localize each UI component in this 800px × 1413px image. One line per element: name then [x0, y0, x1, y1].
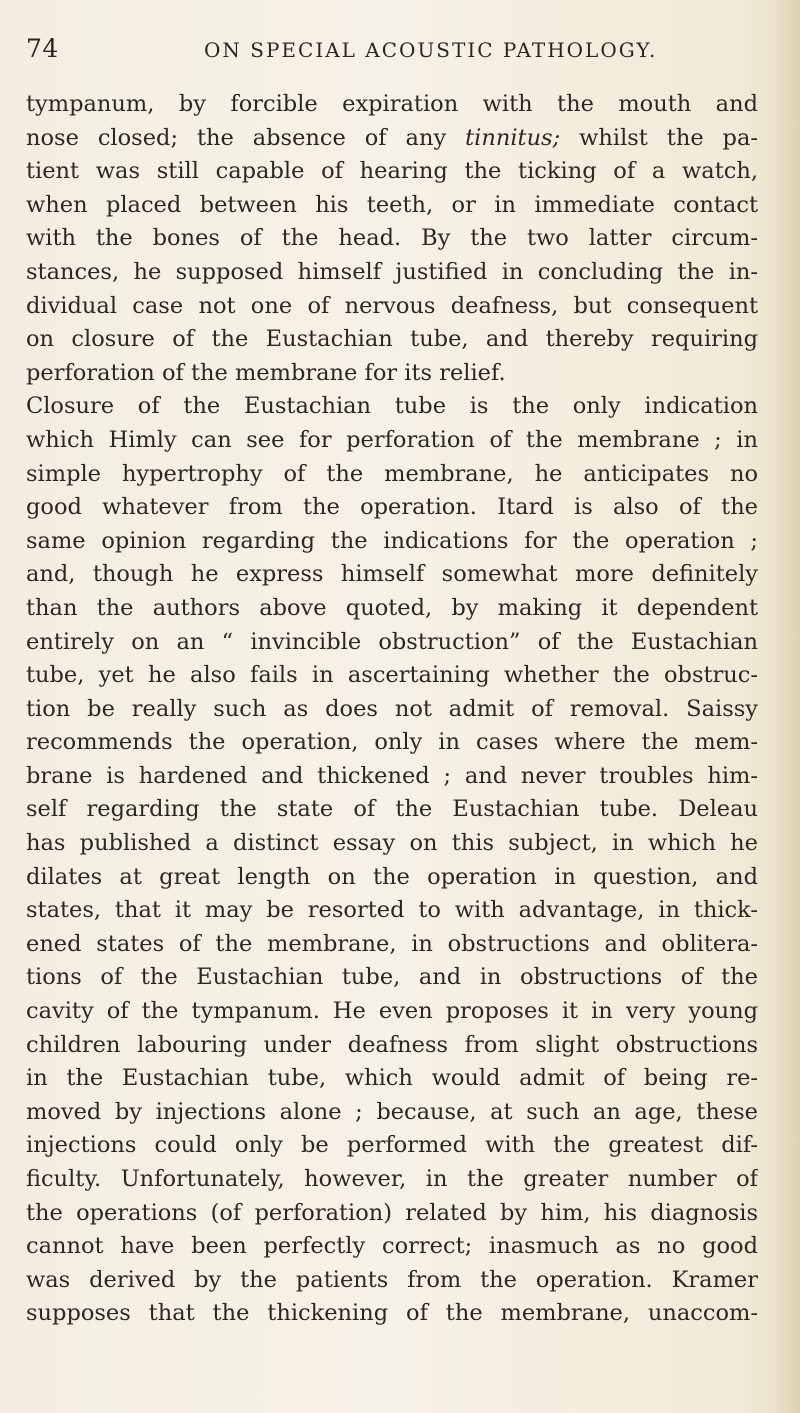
- text-line: moved by injections alone ; because, at such an age, these: [26, 1098, 758, 1125]
- text-line: ened states of the membrane, in obstructions and oblitera-: [26, 930, 758, 957]
- text-line: children labouring under deafness from slight obstructions: [26, 1031, 758, 1058]
- page-edge-shadow: [772, 0, 800, 1413]
- text-line: injections could only be performed with the greatest dif-: [26, 1132, 758, 1159]
- page-header: [26, 34, 746, 66]
- text-line: recommends the operation, only in cases where the mem-: [26, 729, 758, 756]
- text-line: tube, yet he also fails in ascertaining whether the obstruc-: [26, 662, 758, 689]
- text-line: self regarding the state of the Eustachian tube. Deleau: [26, 796, 758, 823]
- body-text: [26, 88, 758, 1331]
- text-line: perforation of the membrane for its relief.: [26, 359, 506, 386]
- text-line: tient was still capable of hearing the ticking of a watch,: [26, 158, 758, 185]
- text-line: entirely on an “ invincible obstruction” of the Eustachian: [26, 628, 758, 655]
- text-line: tion be really such as does not admit of removal. Saissy: [26, 695, 758, 722]
- text-line: Closure of the Eustachian tube is the only indication: [26, 393, 758, 420]
- text-line: ficulty. Unfortunately, however, in the greater number of: [26, 1166, 758, 1192]
- text-line: good whatever from the operation. Itard is also of the: [26, 494, 758, 521]
- text-line: tympanum, by forcible expiration with the mouth and: [26, 91, 758, 117]
- text-segment: nose closed; the absence of any: [26, 124, 466, 151]
- italic-term: tinnitus;: [465, 124, 561, 151]
- text-line: with the bones of the head. By the two latter circum-: [26, 225, 758, 252]
- text-line: in the Eustachian tube, which would admit of being re-: [26, 1065, 758, 1092]
- text-line: on closure of the Eustachian tube, and thereby requiring: [26, 326, 758, 353]
- text-line: when placed between his teeth, or in immediate contact: [26, 191, 758, 218]
- text-line: states, that it may be resorted to with advantage, in thick-: [26, 897, 758, 924]
- text-line: and, though he express himself somewhat more definitely: [26, 561, 758, 588]
- text-line: stances, he supposed himself justified in concluding the in-: [26, 258, 758, 285]
- text-line: tions of the Eustachian tube, and in obstructions of the: [26, 964, 758, 991]
- text-line: which Himly can see for perforation of the membrane ; in: [26, 426, 758, 453]
- text-line: the operations (of perforation) related by him, his diagnosis: [26, 1199, 758, 1226]
- page-number: 74: [26, 34, 59, 63]
- text-line: [26, 122, 758, 156]
- text-line: supposes that the thickening of the membrane, unaccom-: [26, 1300, 758, 1327]
- running-head: ON SPECIAL ACOUSTIC PATHOLOGY.: [204, 38, 658, 62]
- text-line: has published a distinct essay on this subject, in which he: [26, 830, 758, 857]
- text-line: simple hypertrophy of the membrane, he anticipates no: [26, 460, 758, 487]
- text-line: same opinion regarding the indications for the operation ;: [26, 527, 758, 554]
- text-line: was derived by the patients from the operation. Kramer: [26, 1266, 758, 1293]
- text-line: than the authors above quoted, by making it dependent: [26, 594, 758, 621]
- text-line: dilates at great length on the operation in question, and: [26, 863, 758, 890]
- text-line: dividual case not one of nervous deafness, but consequent: [26, 292, 758, 319]
- text-line: brane is hardened and thickened ; and never troubles him-: [26, 762, 758, 789]
- text-line: cavity of the tympanum. He even proposes it in very young: [26, 998, 758, 1025]
- text-line: cannot have been perfectly correct; inasmuch as no good: [26, 1233, 758, 1260]
- text-segment: whilst the pa-: [560, 124, 758, 151]
